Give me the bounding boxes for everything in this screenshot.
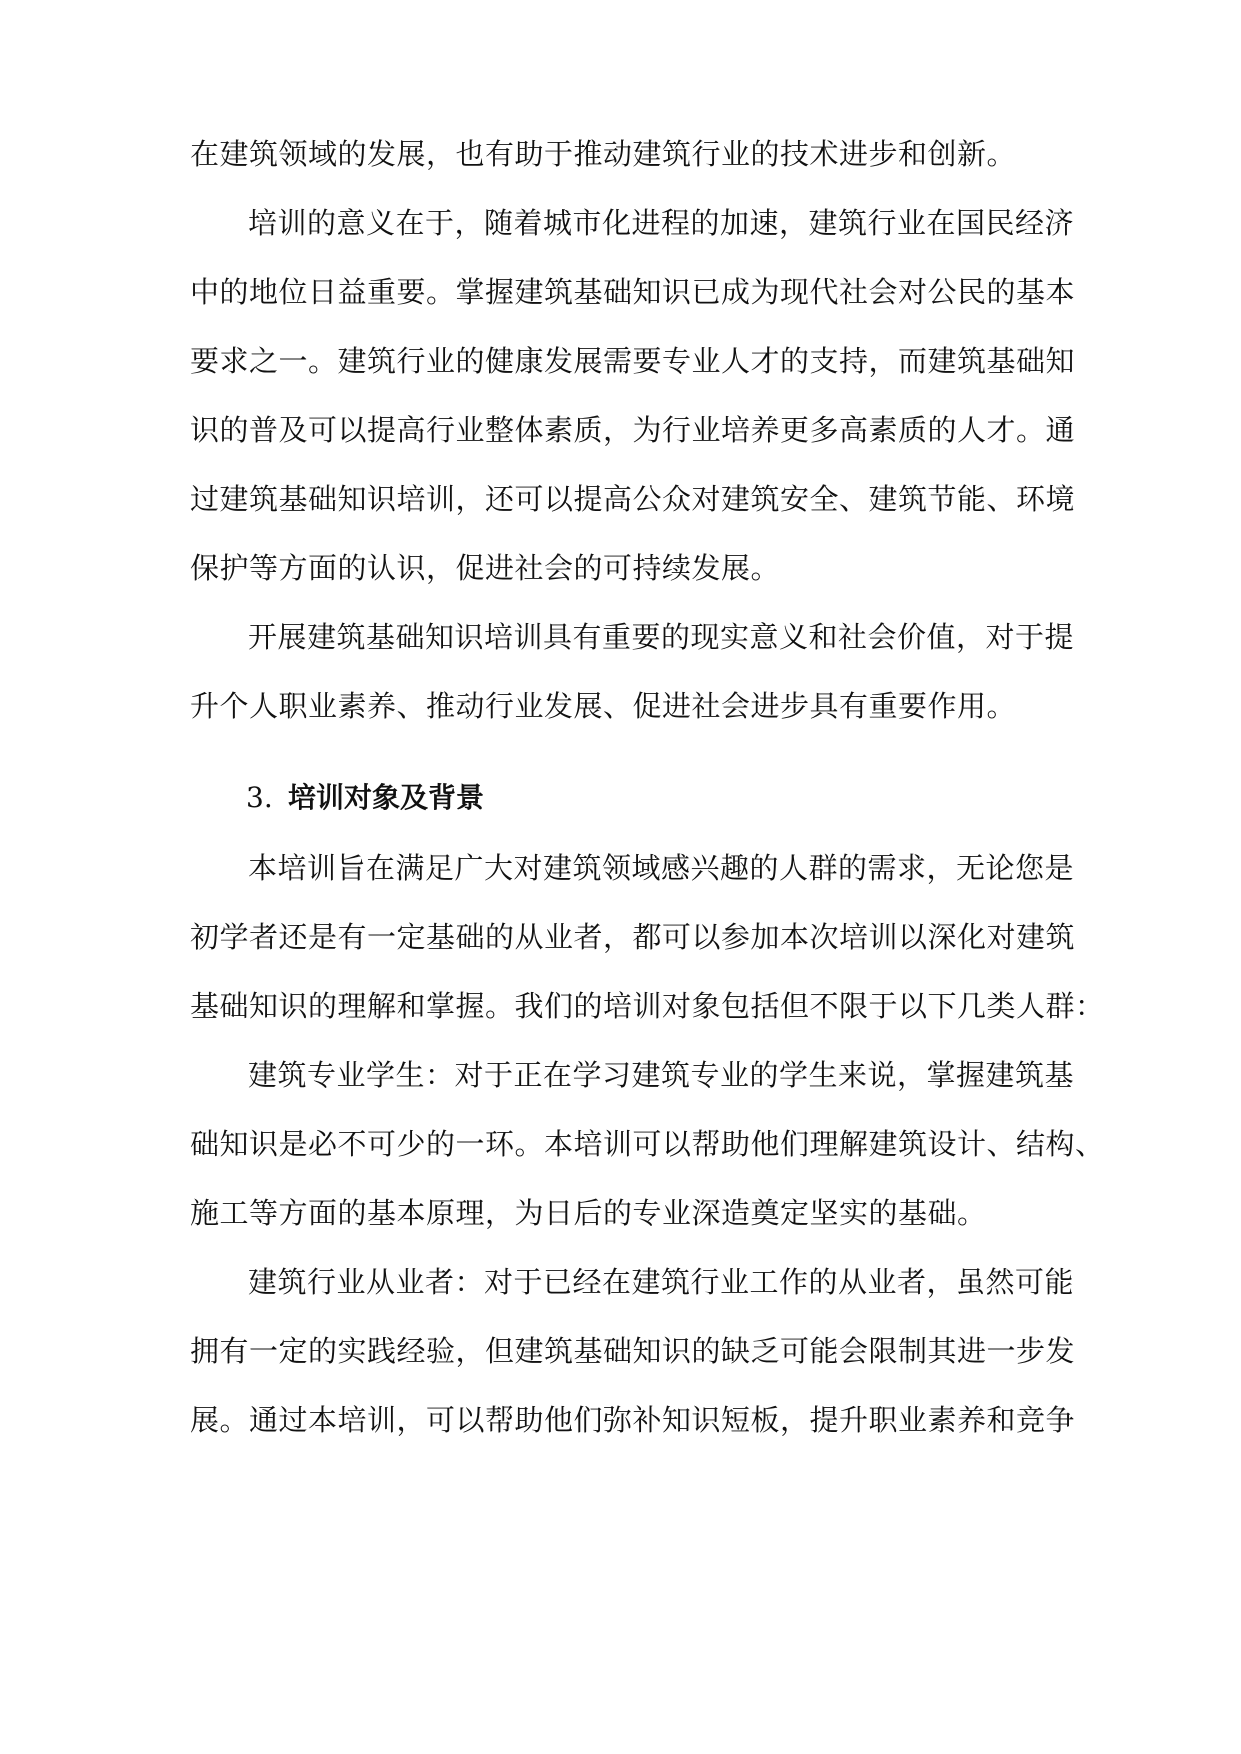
paragraph-line: 在建筑领域的发展，也有助于推动建筑行业的技术进步和创新。 xyxy=(190,137,1017,171)
paragraph-line: 中的地位日益重要。掌握建筑基础知识已成为现代社会对公民的基本 xyxy=(190,275,1076,309)
paragraph-line: 培训的意义在于，随着城市化进程的加速，建筑行业在国民经济 xyxy=(248,206,1075,240)
paragraph-line: 拥有一定的实践经验，但建筑基础知识的缺乏可能会限制其进一步发 xyxy=(190,1334,1076,1368)
paragraph-line: 础知识是必不可少的一环。本培训可以帮助他们理解建筑设计、结构、 xyxy=(190,1127,1105,1161)
paragraph-line: 基础知识的理解和掌握。我们的培训对象包括但不限于以下几类人群： xyxy=(190,989,1105,1023)
paragraph-line: 识的普及可以提高行业整体素质，为行业培养更多高素质的人才。通 xyxy=(190,413,1076,447)
section-heading xyxy=(246,778,484,818)
paragraph-line: 初学者还是有一定基础的从业者，都可以参加本次培训以深化对建筑 xyxy=(190,920,1076,954)
paragraph-line: 施工等方面的基本原理，为日后的专业深造奠定坚实的基础。 xyxy=(190,1196,987,1230)
paragraph-line: 建筑行业从业者：对于已经在建筑行业工作的从业者，虽然可能 xyxy=(248,1265,1075,1299)
paragraph-line: 本培训旨在满足广大对建筑领域感兴趣的人群的需求，无论您是 xyxy=(248,851,1075,885)
paragraph-line: 保护等方面的认识，促进社会的可持续发展。 xyxy=(190,551,781,585)
paragraph-line: 升个人职业素养、推动行业发展、促进社会进步具有重要作用。 xyxy=(190,689,1017,723)
section-number: 3. xyxy=(246,781,273,814)
paragraph-line: 展。通过本培训，可以帮助他们弥补知识短板，提升职业素养和竞争 xyxy=(190,1403,1076,1437)
paragraph-line: 开展建筑基础知识培训具有重要的现实意义和社会价值，对于提 xyxy=(248,620,1075,654)
paragraph-line: 过建筑基础知识培训，还可以提高公众对建筑安全、建筑节能、环境 xyxy=(190,482,1076,516)
paragraph-line: 要求之一。建筑行业的健康发展需要专业人才的支持，而建筑基础知 xyxy=(190,344,1076,378)
section-title: 培训对象及背景 xyxy=(288,781,485,814)
paragraph-line: 建筑专业学生：对于正在学习建筑专业的学生来说，掌握建筑基 xyxy=(248,1058,1075,1092)
